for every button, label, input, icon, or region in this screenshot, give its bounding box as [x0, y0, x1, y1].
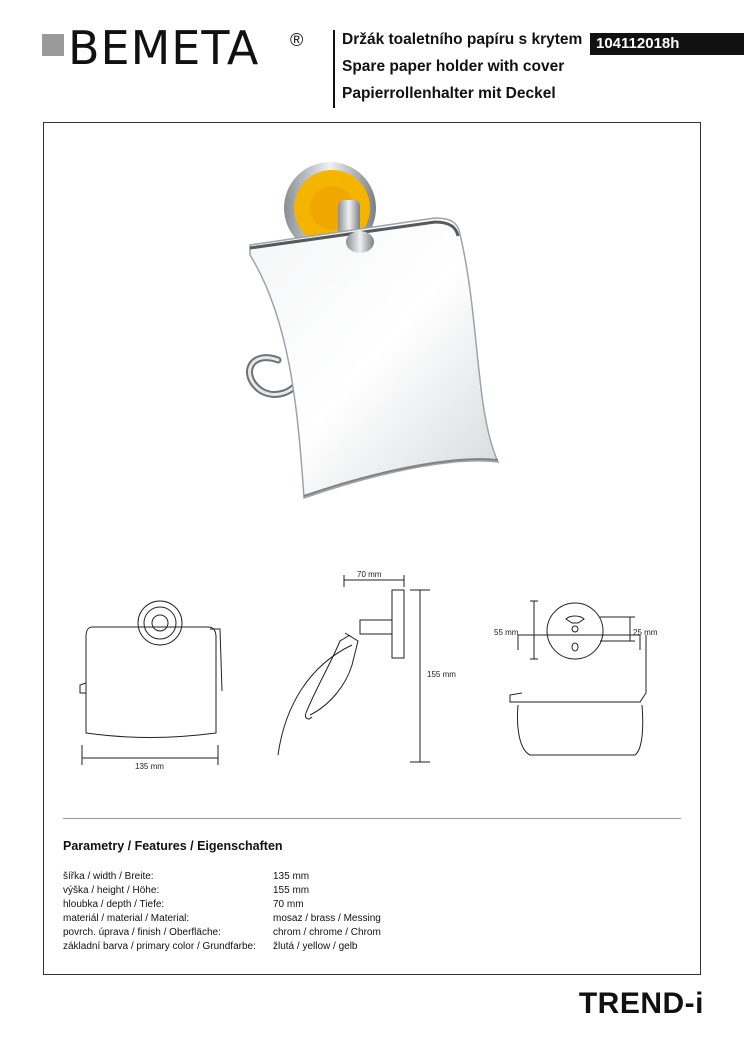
title-divider [333, 30, 335, 108]
title-german: Papierrollenhalter mit Deckel [342, 85, 556, 102]
dim-side-depth: 70 mm [357, 570, 382, 579]
feature-value: 155 mm [273, 885, 310, 896]
feature-value: chrom / chrome / Chrom [273, 927, 381, 938]
features-title: Parametry / Features / Eigenschaften [63, 839, 283, 853]
dim-back-holes: 25 mm [633, 628, 658, 637]
title-english: Spare paper holder with cover [342, 58, 565, 75]
feature-value: 70 mm [273, 899, 304, 910]
title-czech: Držák toaletního papíru s krytem [342, 31, 583, 48]
product-photo [220, 160, 520, 520]
series-name: TREND-i [578, 987, 704, 1020]
feature-value: 135 mm [273, 871, 310, 882]
dim-side-height: 155 mm [427, 670, 456, 679]
feature-value: žlutá / yellow / gelb [273, 941, 358, 952]
dim-back-diameter: 55 mm [494, 628, 519, 637]
product-code-badge: 104112018h [590, 33, 744, 55]
section-divider [63, 818, 681, 819]
feature-label: hloubka / depth / Tiefe: [63, 899, 165, 910]
brand-logo: BEMETA [68, 21, 260, 75]
feature-label: výška / height / Höhe: [63, 885, 160, 896]
feature-label: materiál / material / Material: [63, 913, 190, 924]
brand-logo-mark [42, 34, 64, 56]
technical-drawings [60, 565, 680, 795]
feature-value: mosaz / brass / Messing [273, 913, 381, 924]
feature-label: šířka / width / Breite: [63, 871, 154, 882]
dim-front-width: 135 mm [135, 762, 164, 771]
feature-label: povrch. úprava / finish / Oberfläche: [63, 927, 221, 938]
feature-label: základní barva / primary color / Grundfarbe: [63, 941, 256, 952]
registered-mark: ® [290, 30, 304, 50]
